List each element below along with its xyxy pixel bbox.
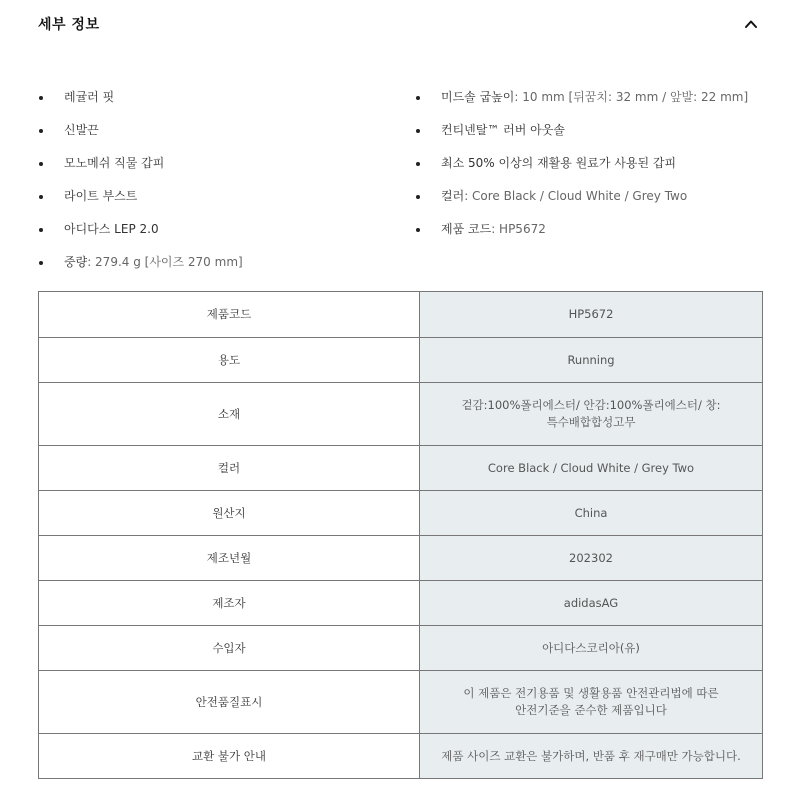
bullet-dot-icon [39, 261, 43, 265]
spec-value-cell: Core Black / Cloud White / Grey Two [420, 446, 763, 491]
feature-value: : Core Black / Cloud White / Grey Two [464, 189, 688, 203]
bullet-dot-icon [39, 96, 43, 100]
spec-table-row [39, 383, 763, 446]
bullet-dot-icon [416, 129, 420, 133]
chevron-up-icon[interactable] [744, 17, 758, 31]
feature-item [38, 121, 378, 140]
spec-value-cell: 겉감:100%폴리에스터/ 안감:100%폴리에스터/ 창: 특수배합합성고무 [420, 383, 763, 446]
spec-table-row [39, 581, 763, 626]
feature-label: 중량 [64, 255, 88, 269]
spec-key-cell: 교환 불가 안내 [39, 734, 420, 779]
feature-item [38, 253, 378, 272]
spec-table-row [39, 446, 763, 491]
feature-value: : 279.4 g [사이즈 270 mm] [87, 255, 243, 269]
bullet-dot-icon [39, 162, 43, 166]
feature-label: 라이트 부스트 [64, 189, 138, 203]
feature-label: 모노메쉬 직물 갑피 [64, 156, 165, 170]
spec-key-cell: 제조자 [39, 581, 420, 626]
spec-key-cell: 제조년월 [39, 536, 420, 581]
spec-value-cell: 이 제품은 전기용품 및 생활용품 안전관리법에 따른 안전기준을 준수한 제품입니다 [420, 671, 763, 734]
feature-list-left [38, 88, 378, 286]
feature-list-right [415, 88, 755, 253]
spec-key-cell: 제품코드 [39, 292, 420, 338]
feature-label: 레귤러 핏 [64, 90, 115, 104]
spec-key-cell: 용도 [39, 338, 420, 383]
section-title: 세부 정보 [38, 17, 100, 33]
feature-item [38, 88, 378, 107]
feature-item [38, 220, 378, 239]
feature-item [415, 154, 755, 173]
bullet-dot-icon [416, 96, 420, 100]
spec-key-cell: 수입자 [39, 626, 420, 671]
spec-table-row [39, 734, 763, 779]
spec-table-row [39, 338, 763, 383]
spec-value-cell: adidasAG [420, 581, 763, 626]
feature-label: 최소 50% 이상의 재활용 원료가 사용된 갑피 [441, 156, 677, 170]
spec-table-row [39, 292, 763, 338]
bullet-dot-icon [39, 228, 43, 232]
spec-key-cell: 소재 [39, 383, 420, 446]
bullet-dot-icon [39, 195, 43, 199]
feature-item [415, 121, 755, 140]
feature-value: : HP5672 [491, 222, 546, 236]
bullet-dot-icon [416, 228, 420, 232]
spec-value-cell: HP5672 [420, 292, 763, 338]
bullet-dot-icon [416, 195, 420, 199]
spec-table-row [39, 671, 763, 734]
feature-label: 컬러 [441, 189, 465, 203]
spec-value-cell: China [420, 491, 763, 536]
spec-value-cell: 202302 [420, 536, 763, 581]
feature-item [38, 154, 378, 173]
feature-item [415, 88, 755, 107]
spec-key-cell: 안전품질표시 [39, 671, 420, 734]
spec-table [38, 291, 763, 779]
feature-label: 미드솔 굽높이 [441, 90, 515, 104]
spec-table-row [39, 536, 763, 581]
feature-item [415, 220, 755, 239]
spec-table-row [39, 626, 763, 671]
bullet-dot-icon [416, 162, 420, 166]
spec-value-cell: 아디다스코리아(유) [420, 626, 763, 671]
spec-value-cell: Running [420, 338, 763, 383]
feature-label: 제품 코드 [441, 222, 492, 236]
feature-label: 컨티넨탈™ 러버 아웃솔 [441, 123, 565, 137]
feature-item [415, 187, 755, 206]
spec-value-cell: 제품 사이즈 교환은 불가하며, 반품 후 재구매만 가능합니다. [420, 734, 763, 779]
details-accordion-header[interactable] [38, 14, 762, 36]
spec-key-cell: 원산지 [39, 491, 420, 536]
feature-label: 아디다스 LEP 2.0 [64, 222, 159, 236]
bullet-dot-icon [39, 129, 43, 133]
feature-label: 신발끈 [64, 123, 99, 137]
feature-value: : 10 mm [뒤꿈치: 32 mm / 앞발: 22 mm] [514, 90, 749, 104]
feature-item [38, 187, 378, 206]
spec-table-row [39, 491, 763, 536]
spec-key-cell: 컬러 [39, 446, 420, 491]
